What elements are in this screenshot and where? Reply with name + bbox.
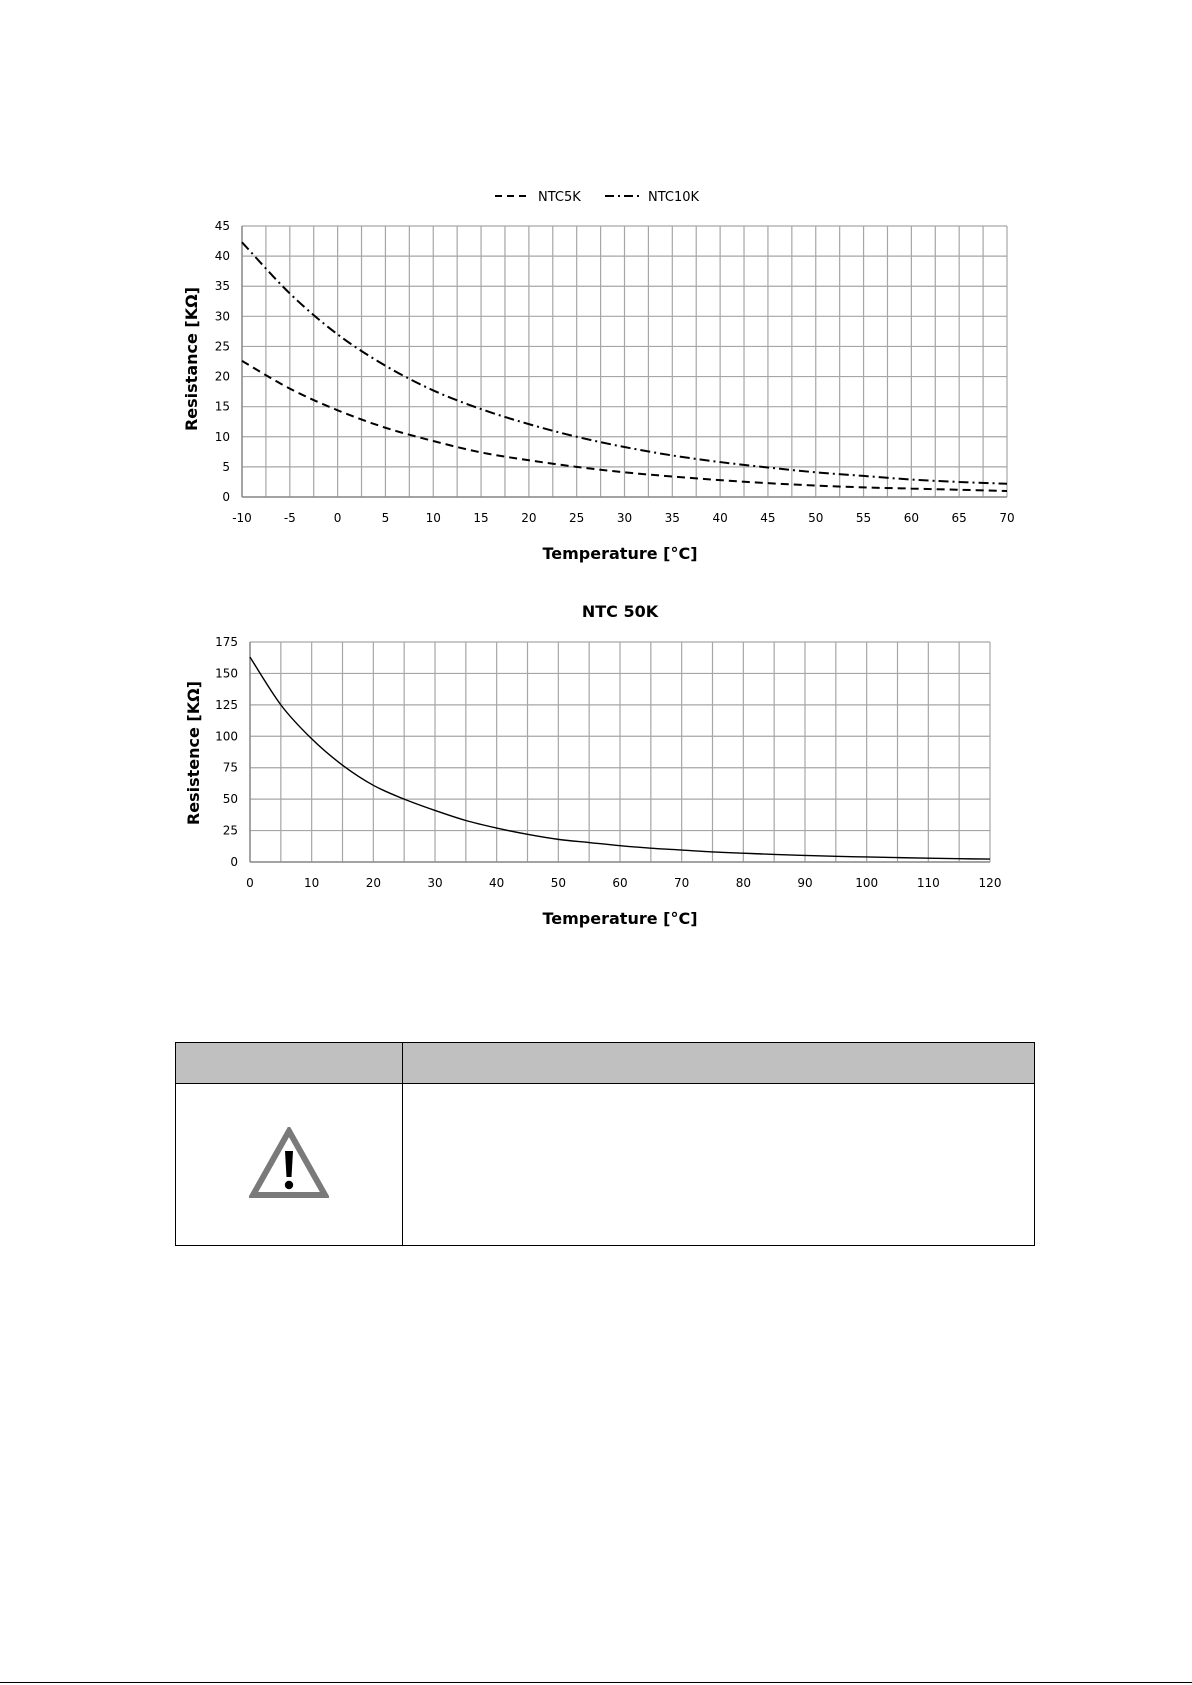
chart-ntc-5k-10k xyxy=(182,190,1015,563)
x-tick-label: 70 xyxy=(674,876,690,890)
x-tick-label: 5 xyxy=(381,511,390,525)
y-tick-label: 40 xyxy=(214,249,230,264)
x-axis-title: Temperature [°C] xyxy=(542,909,698,928)
x-tick-label: 50 xyxy=(808,511,824,525)
x-tick-label: 10 xyxy=(304,876,320,890)
x-tick-label: 100 xyxy=(855,876,879,890)
y-tick-label: 50 xyxy=(222,792,238,807)
y-tick-label: 30 xyxy=(214,309,230,324)
x-tick-label: 40 xyxy=(489,876,505,890)
y-axis-title: Resistence [KΩ] xyxy=(184,680,203,826)
warning-triangle-icon xyxy=(249,1127,329,1199)
chart-title: NTC 50K xyxy=(581,602,659,621)
x-tick-label: 60 xyxy=(903,511,920,525)
y-tick-label: 75 xyxy=(222,760,238,775)
warning-icon-cell xyxy=(176,1084,403,1246)
y-tick-label: 15 xyxy=(214,399,230,414)
warning-table-body-row xyxy=(176,1084,1035,1246)
x-tick-label: 120 xyxy=(978,876,1002,890)
y-axis-title: Resistance [KΩ] xyxy=(182,286,201,432)
x-tick-label: 90 xyxy=(797,876,813,890)
x-tick-label: 110 xyxy=(916,876,940,890)
y-tick-label: 125 xyxy=(215,697,238,712)
warning-text-cell xyxy=(403,1084,1035,1246)
chart-ntc-50k xyxy=(184,602,1001,928)
x-tick-label: 15 xyxy=(473,511,489,525)
x-tick-label: -5 xyxy=(283,511,296,525)
legend-label-ntc10k: NTC10K xyxy=(648,190,700,205)
x-tick-label: 30 xyxy=(427,876,443,890)
x-tick-label: 10 xyxy=(425,511,441,525)
x-tick-label: 40 xyxy=(712,511,728,525)
warning-table-header-cell-2 xyxy=(403,1043,1035,1084)
warning-table-header-row xyxy=(176,1043,1035,1084)
y-tick-label: 10 xyxy=(214,429,230,444)
x-tick-label: 20 xyxy=(365,876,381,890)
page-bottom-rule xyxy=(0,1682,1192,1683)
y-tick-label: 0 xyxy=(222,490,230,504)
x-axis-title: Temperature [°C] xyxy=(542,544,698,563)
y-tick-label: 20 xyxy=(214,369,230,384)
x-tick-label: 45 xyxy=(760,511,776,525)
warning-table-header-cell-1 xyxy=(176,1043,403,1084)
x-tick-label: 0 xyxy=(333,511,342,525)
x-tick-label: 30 xyxy=(616,511,633,525)
y-tick-label: 25 xyxy=(214,339,230,354)
y-tick-label: 175 xyxy=(215,635,238,649)
x-tick-label: 50 xyxy=(550,876,566,890)
x-tick-label: 0 xyxy=(246,876,254,890)
y-tick-label: 100 xyxy=(215,729,238,744)
x-tick-label: 25 xyxy=(569,511,585,525)
y-tick-label: 35 xyxy=(214,279,230,294)
legend xyxy=(495,190,700,205)
x-tick-label: 65 xyxy=(951,511,967,525)
x-tick-label: 80 xyxy=(735,876,751,890)
warning-table xyxy=(175,1042,1035,1246)
x-tick-label: 55 xyxy=(855,511,872,525)
x-tick-label: 70 xyxy=(999,511,1015,525)
y-tick-label: 25 xyxy=(222,823,238,838)
y-tick-label: 45 xyxy=(214,219,230,233)
x-tick-label: 60 xyxy=(612,876,628,890)
y-tick-label: 150 xyxy=(215,666,238,681)
x-tick-label: -10 xyxy=(232,511,252,525)
x-tick-label: 35 xyxy=(664,511,680,525)
y-tick-label: 0 xyxy=(230,855,238,869)
y-tick-label: 5 xyxy=(222,459,230,474)
x-tick-label: 20 xyxy=(521,511,537,525)
legend-label-ntc5k: NTC5K xyxy=(538,190,581,205)
